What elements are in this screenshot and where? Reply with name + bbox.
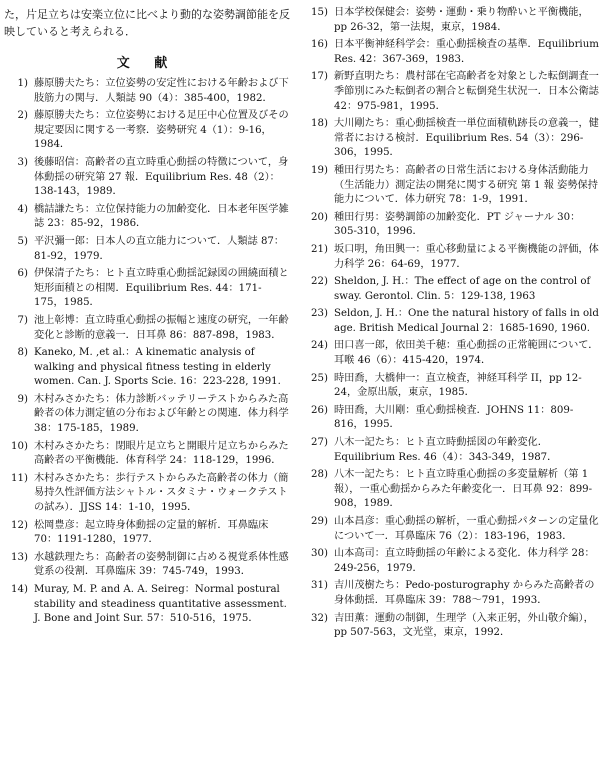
reference-item: 29) 山本昌彦：重心動揺の解析，一重心動揺パターンの定量化について一．耳鼻臨床 76（2）：183-196，1983． xyxy=(311,516,599,542)
reference-item: 14) Muray, M. P. and A. A. Seireg：Normal postural stability and steadiness quantitative assessment. J. Bone and Joint Sur. 57：510-516，1975． xyxy=(11,584,287,625)
reference-item: 10) 木村みさかたち：閉眼片足立ちと開眼片足立ちからみた高齢者の平衡機能．体育科学 24：118-129，1996． xyxy=(11,440,289,467)
reference-item: 8) Kaneko, M. ,et al.：A kinematic analysis of walking and physical fitness testing in elderly women. Can. J. Sports Scie. 16：223-228, 1991. xyxy=(17,347,281,388)
reference-item: 3) 後藤昭信：高齢者の直立時重心動揺の特徴について，身体動揺の研究第 27 報．Equilibrium Res. 48（2）：138-143，1989． xyxy=(17,156,289,198)
reference-item: 13) 水越鉄理たち：高齢者の姿勢制御に占める視覚系体性感覚系の役割．耳鼻臨床 39：745-749，1993． xyxy=(11,551,289,578)
reference-item: 31) 吉川茂樹たち：Pedo-posturography からみた高齢者の身体動揺．耳鼻臨床 39：788〜791，1993． xyxy=(311,580,595,606)
reference-item: 30) 山本高司：直立時動揺の年齢による変化．体力科学 28：249-256，1979． xyxy=(311,548,595,574)
reference-item: 32) 吉田薫：運動の制御，生理学（入来正躬，外山敬介編），pp 507-563，文光堂，東京，1992． xyxy=(311,612,594,639)
reference-item: 24) 田口喜一郎，依田美千穂：重心動揺の正常範囲について．耳喉 46（6）：415-420，1974． xyxy=(311,340,599,367)
reference-item: 7) 池上彰博：直立時重心動揺の振幅と速度の研究，一年齢変化と診断的意義一．日耳鼻 86：887-898，1983． xyxy=(17,314,289,341)
left-column xyxy=(0,0,290,630)
reference-item: 19) 種田行男たち：高齢者の日常生活における身体活動能力（生活能力）測定法の開発に関する研究 第 1 報 姿勢保持能力について．体力研究 78：1-9，1991． xyxy=(311,164,598,206)
right-column xyxy=(304,0,600,644)
intro-text: た，片足立ちは安楽立位に比べより動的な姿勢調節能を反映していると考えられる． xyxy=(4,8,290,38)
reference-item: 27) 八木一記たち：ヒト直立時動揺図の年齢変化．Equilibrium Res. 46（4）：343-349，1987． xyxy=(311,437,558,463)
reference-item: 18) 大川剛たち：重心動揺検査一単位面積軌跡長の意義一，健常者における検討．Equilibrium Res. 54（3）：296-306，1995． xyxy=(311,118,599,159)
reference-item: 21) 坂口明，角田興一：重心移動量による平衡機能の評価，体力科学 26：64-69，1977． xyxy=(311,243,599,270)
reference-item: 16) 日本平衡神経科学会：重心動揺検査の基準．Equilibrium Res. 42：367-369，1983． xyxy=(311,39,599,65)
reference-item: 17) 新野直明たち：農村部在宅高齢者を対象とした転倒調査一季節別にみた転倒者の割合と転倒発生状況一．日本公衛誌 42：975-981，1995． xyxy=(311,71,599,112)
reference-item: 20) 種田行男：姿勢調節の加齢変化．PT ジャーナル 30：305-310，1996． xyxy=(311,211,581,238)
reference-item: 28) 八木一記たち：ヒト直立時重心動揺の多変量解析（第 1 報），一重心動揺からみた年齢変化一．日耳鼻 92：899-908，1989． xyxy=(311,469,593,510)
reference-item: 22) Sheldon, J. H.：The effect of age on the control of sway. Gerontol. Clin. 5：129-138, 1963 xyxy=(311,276,591,302)
references-heading: 文 献 xyxy=(116,56,178,71)
reference-item: 5) 平沢彌一郎：日本人の直立能力について．人類誌 87：81-92，1979． xyxy=(17,235,285,262)
reference-item: 11) 木村みさかたち：歩行テストからみた高齢者の体力（簡易持久性評価方法シャトル・スタミナ・ウォークテストの試み）．JJSS 14：1-10，1995． xyxy=(11,472,289,514)
reference-item: 12) 松岡豊彦：起立時身体動揺の定量的解析．耳鼻臨床 70：1191-1280，1977． xyxy=(11,519,269,546)
reference-item: 4) 橋詰謙たち：立位保持能力の加齢変化．日本老年医学雑誌 23：85-92，1986． xyxy=(17,203,289,230)
reference-item: 6) 伊保清子たち：ヒト直立時重心動揺記録図の囲繞面積と矩形面積との相関．Equilibrium Res. 44：171-175，1985． xyxy=(17,268,289,309)
reference-item: 9) 木村みさかたち：体力診断バッテリーテストからみた高齢者の体力測定値の分布および年齢との関連．体力科学 38：175-185，1989． xyxy=(17,393,289,435)
reference-list-left xyxy=(4,77,290,627)
reference-item: 2) 藤原勝夫たち：立位姿勢における足圧中心位置及びその規定要因に関する一考察．姿勢研究 4（1）：9-16，1984． xyxy=(17,110,289,151)
reference-item: 15) 日本学校保健会：姿勢・運動・乗り物酔いと平衡機能，pp 26-32，第一法規，東京，1984． xyxy=(311,7,589,33)
reference-item: 25) 時田喬，大橋伸一：直立検査，神経耳科学 II，pp 12-24，金原出版，東京，1985． xyxy=(311,372,582,399)
reference-item: 23) Seldon, J. H.：One the natural history of falls in old age. British Medical Journal 2：1685-1690, 1960. xyxy=(311,308,599,334)
reference-item: 1) 藤原勝夫たち：立位姿勢の安定性における年齢および下肢筋力の関与．人類誌 90（4）：385-400，1982． xyxy=(17,78,289,104)
reference-item: 26) 時田喬，大川剛：重心動揺検査．JOHNS 11：809-816，1995． xyxy=(311,404,574,431)
reference-list-right xyxy=(304,6,600,641)
